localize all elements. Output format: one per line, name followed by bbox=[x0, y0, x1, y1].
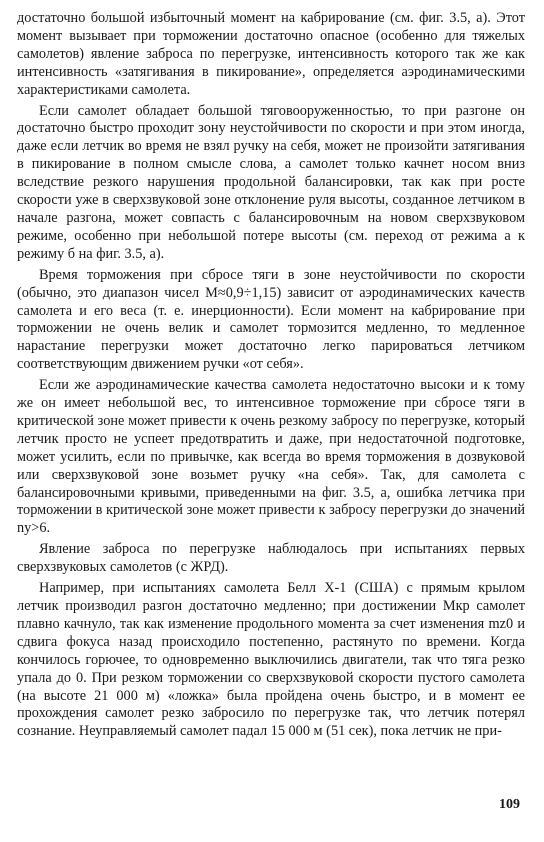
page-body bbox=[17, 10, 525, 744]
paragraph: Время торможения при сбросе тяги в зоне неустойчивости по скорости (обычно, это диапазон чисел M≈0,9÷1,15) зависит от аэродинамических качеств самолета и его веса (т. е. инерционности). Если момент на кабрирование при торможении не очень велик и самолет тормозится медленно, то медленное нарастание перегрузки может достаточно легко парироваться летчиком соответствующим движением ручки «от себя». bbox=[17, 266, 525, 373]
paragraph: Если же аэродинамические качества самолета недостаточно высоки и к тому же он имеет небольшой вес, то интенсивное торможение при сбросе тяги в критической зоне может привести к очень резкому забросу по перегрузке, который летчик просто не успеет предотвратить и даже, при недостаточной подготовке, может усилить, если по привычке, как всегда во время торможения в дозвуковой или сверхзвуковой зоне возьмет ручку «на себя». Так, для самолета с балансировочными кривыми, приведенными на фиг. 3.5, а, ошибка летчика при торможении в критической зоне может привести к забросу перегрузки до значений nу>6. bbox=[17, 377, 525, 537]
page-number: 109 bbox=[499, 797, 520, 812]
paragraph: Например, при испытаниях самолета Белл Х-1 (США) с прямым крылом летчик производил разгон достаточно медленно; при достижении Mкр самолет плавно качнуло, так как изменение продольного момента за счет изменения mz0 и сдвига фокуса назад происходило постепенно, растянуто по времени. Когда кончилось горючее, то одновременно выключились двигатели, так что тяга резко упала до 0. При резком торможении со сверхзвуковой скорости пустого самолета (на высоте 21 000 м) «ложка» была пройдена очень быстро, и в момент ее прохождения самолет резко забросило по перегрузке так, что летчик потерял сознание. Неуправляемый самолет падал 15 000 м (51 сек), пока летчик не при- bbox=[17, 580, 525, 740]
paragraph-continued: достаточно большой избыточный момент на кабрирование (см. фиг. 3.5, а). Этот момент вызывает при торможении достаточно опасное (особенно для тяжелых самолетов) явление заброса по перегрузке, интенсивность которого так же как интенсивность «затягивания в пикирование», определяется аэродинамическими характеристиками самолета. bbox=[17, 10, 525, 98]
paragraph: Если самолет обладает большой тяговооруженностью, то при разгоне он достаточно быстро проходит зону неустойчивости по скорости и при этом иногда, даже если летчик во время не взял ручку на себя, может не произойти затягивания в пикирование в полном смысле слова, а самолет только качнет носом вниз вследствие резкого нарушения продольной балансировки, так как при росте скорости уже в сверхзвуковой зоне отклонение руля высоты, созданное летчиком в начале разгона, может совпасть с балансировочным на новом сверхзвуковом режиме, особенно при небольшой потере высоты (см. переход от режима а к режиму б на фиг. 3.5, а). bbox=[17, 102, 525, 262]
paragraph: Явление заброса по перегрузке наблюдалось при испытаниях первых сверхзвуковых самолетов (с ЖРД). bbox=[17, 541, 525, 576]
